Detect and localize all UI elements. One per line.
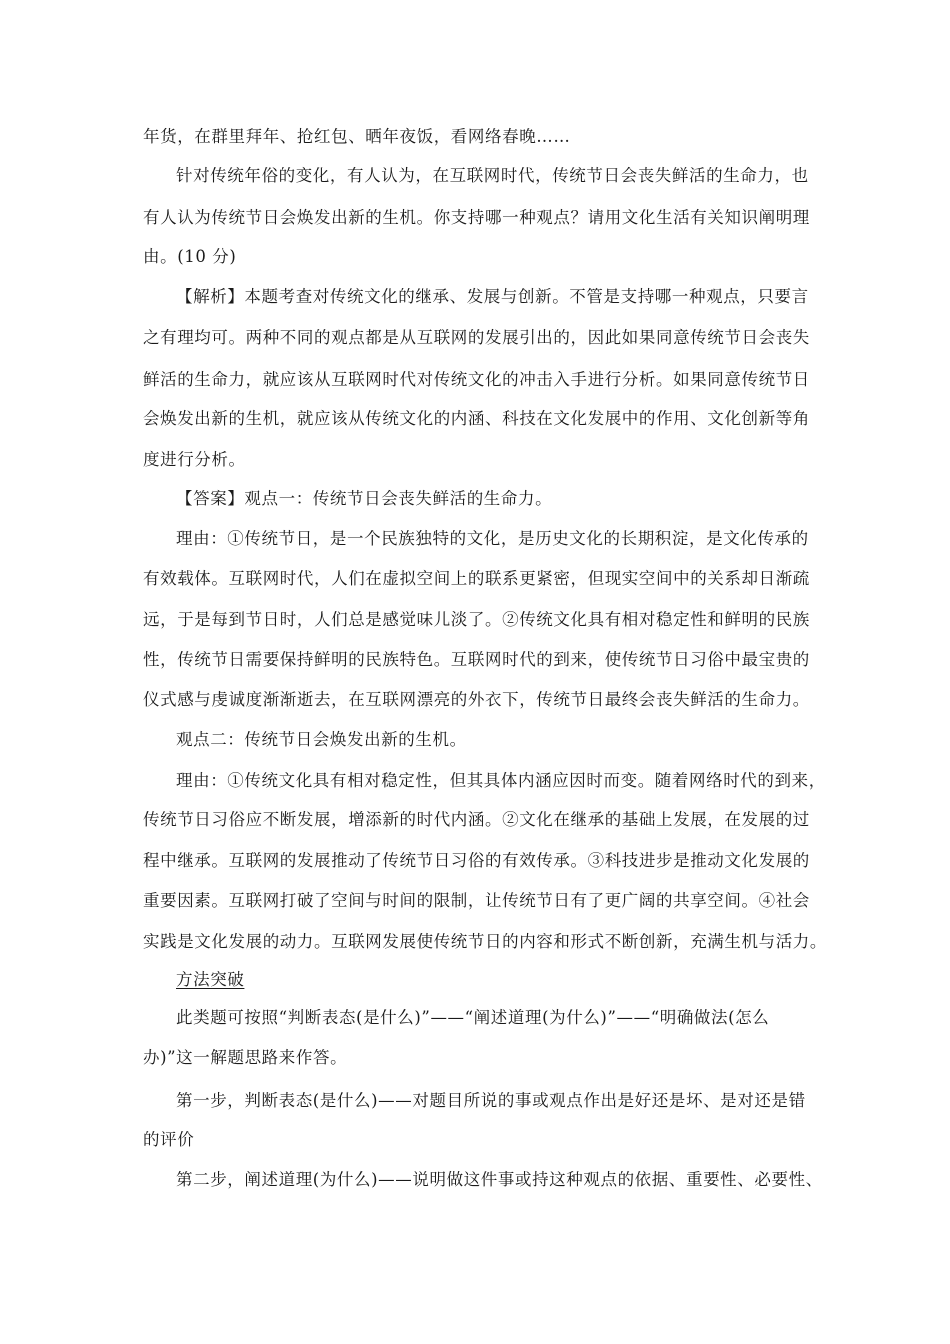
paragraph-line: 办)”这一解题思路来作答。 <box>143 1048 348 1067</box>
paragraph-line: 性，传统节日需要保持鲜明的民族特色。互联网时代的到来，使传统节日习俗中最宝贵的 <box>143 650 810 669</box>
paragraph-line: 实践是文化发展的动力。互联网发展使传统节日的内容和形式不断创新，充满生机与活力。 <box>143 932 827 951</box>
paragraph-line: 会焕发出新的生机，就应该从传统文化的内涵、科技在文化发展中的作用、文化创新等角 <box>143 409 810 428</box>
paragraph-line: 程中继承。互联网的发展推动了传统节日习俗的有效传承。③科技进步是推动文化发展的 <box>143 851 810 870</box>
paragraph-line: 第二步，阐述道理(为什么)——说明做这件事或持这种观点的依据、重要性、必要性、 <box>176 1170 823 1189</box>
paragraph-line: 第一步，判断表态(是什么)——对题目所说的事或观点作出是好还是坏、是对还是错 <box>176 1091 806 1110</box>
paragraph-line: 度进行分析。 <box>143 450 246 469</box>
paragraph-line: 鲜活的生命力，就应该从互联网时代对传统文化的冲击入手进行分析。如果同意传统节日 <box>143 370 810 389</box>
paragraph-line: 理由：①传统节日，是一个民族独特的文化，是历史文化的长期积淀，是文化传承的 <box>176 529 809 548</box>
paragraph-line: 有人认为传统节日会焕发出新的生机。你支持哪一种观点？请用文化生活有关知识阐明理 <box>143 208 810 227</box>
paragraph-line: 重要因素。互联网打破了空间与时间的限制，让传统节日有了更广阔的共享空间。④社会 <box>143 891 810 910</box>
paragraph-line: 之有理均可。两种不同的观点都是从互联网的发展引出的，因此如果同意传统节日会丧失 <box>143 328 810 347</box>
paragraph-line: 远，于是每到节日时，人们总是感觉味儿淡了。②传统文化具有相对稳定性和鲜明的民族 <box>143 610 810 629</box>
paragraph-line: 理由：①传统文化具有相对稳定性，但其具体内涵应因时而变。随着网络时代的到来， <box>176 771 826 790</box>
paragraph-line: 有效载体。互联网时代，人们在虚拟空间上的联系更紧密，但现实空间中的关系却日渐疏 <box>143 569 810 588</box>
paragraph-line: 传统节日习俗应不断发展，增添新的时代内涵。②文化在继承的基础上发展，在发展的过 <box>143 810 810 829</box>
paragraph-line: 此类题可按照“判断表态(是什么)”——“阐述道理(为什么)”——“明确做法(怎么 <box>176 1008 770 1027</box>
paragraph-line: 仪式感与虔诚度渐渐逝去，在互联网漂亮的外衣下，传统节日最终会丧失鲜活的生命力。 <box>143 690 810 709</box>
paragraph-line: 年货，在群里拜年、抢红包、晒年夜饭，看网络春晚…… <box>143 127 571 146</box>
paragraph-line: 由。(10 分) <box>143 247 237 266</box>
paragraph-line: 针对传统年俗的变化，有人认为，在互联网时代，传统节日会丧失鲜活的生命力，也 <box>176 166 809 185</box>
section-heading: 方法突破 <box>176 970 245 989</box>
answer-heading-line: 【答案】观点一：传统节日会丧失鲜活的生命力。 <box>176 489 553 508</box>
paragraph-line: 的评价 <box>143 1130 195 1149</box>
analysis-heading-line: 【解析】本题考查对传统文化的继承、发展与创新。不管是支持哪一种观点，只要言 <box>176 287 809 306</box>
paragraph-line: 观点二：传统节日会焕发出新的生机。 <box>176 730 467 749</box>
